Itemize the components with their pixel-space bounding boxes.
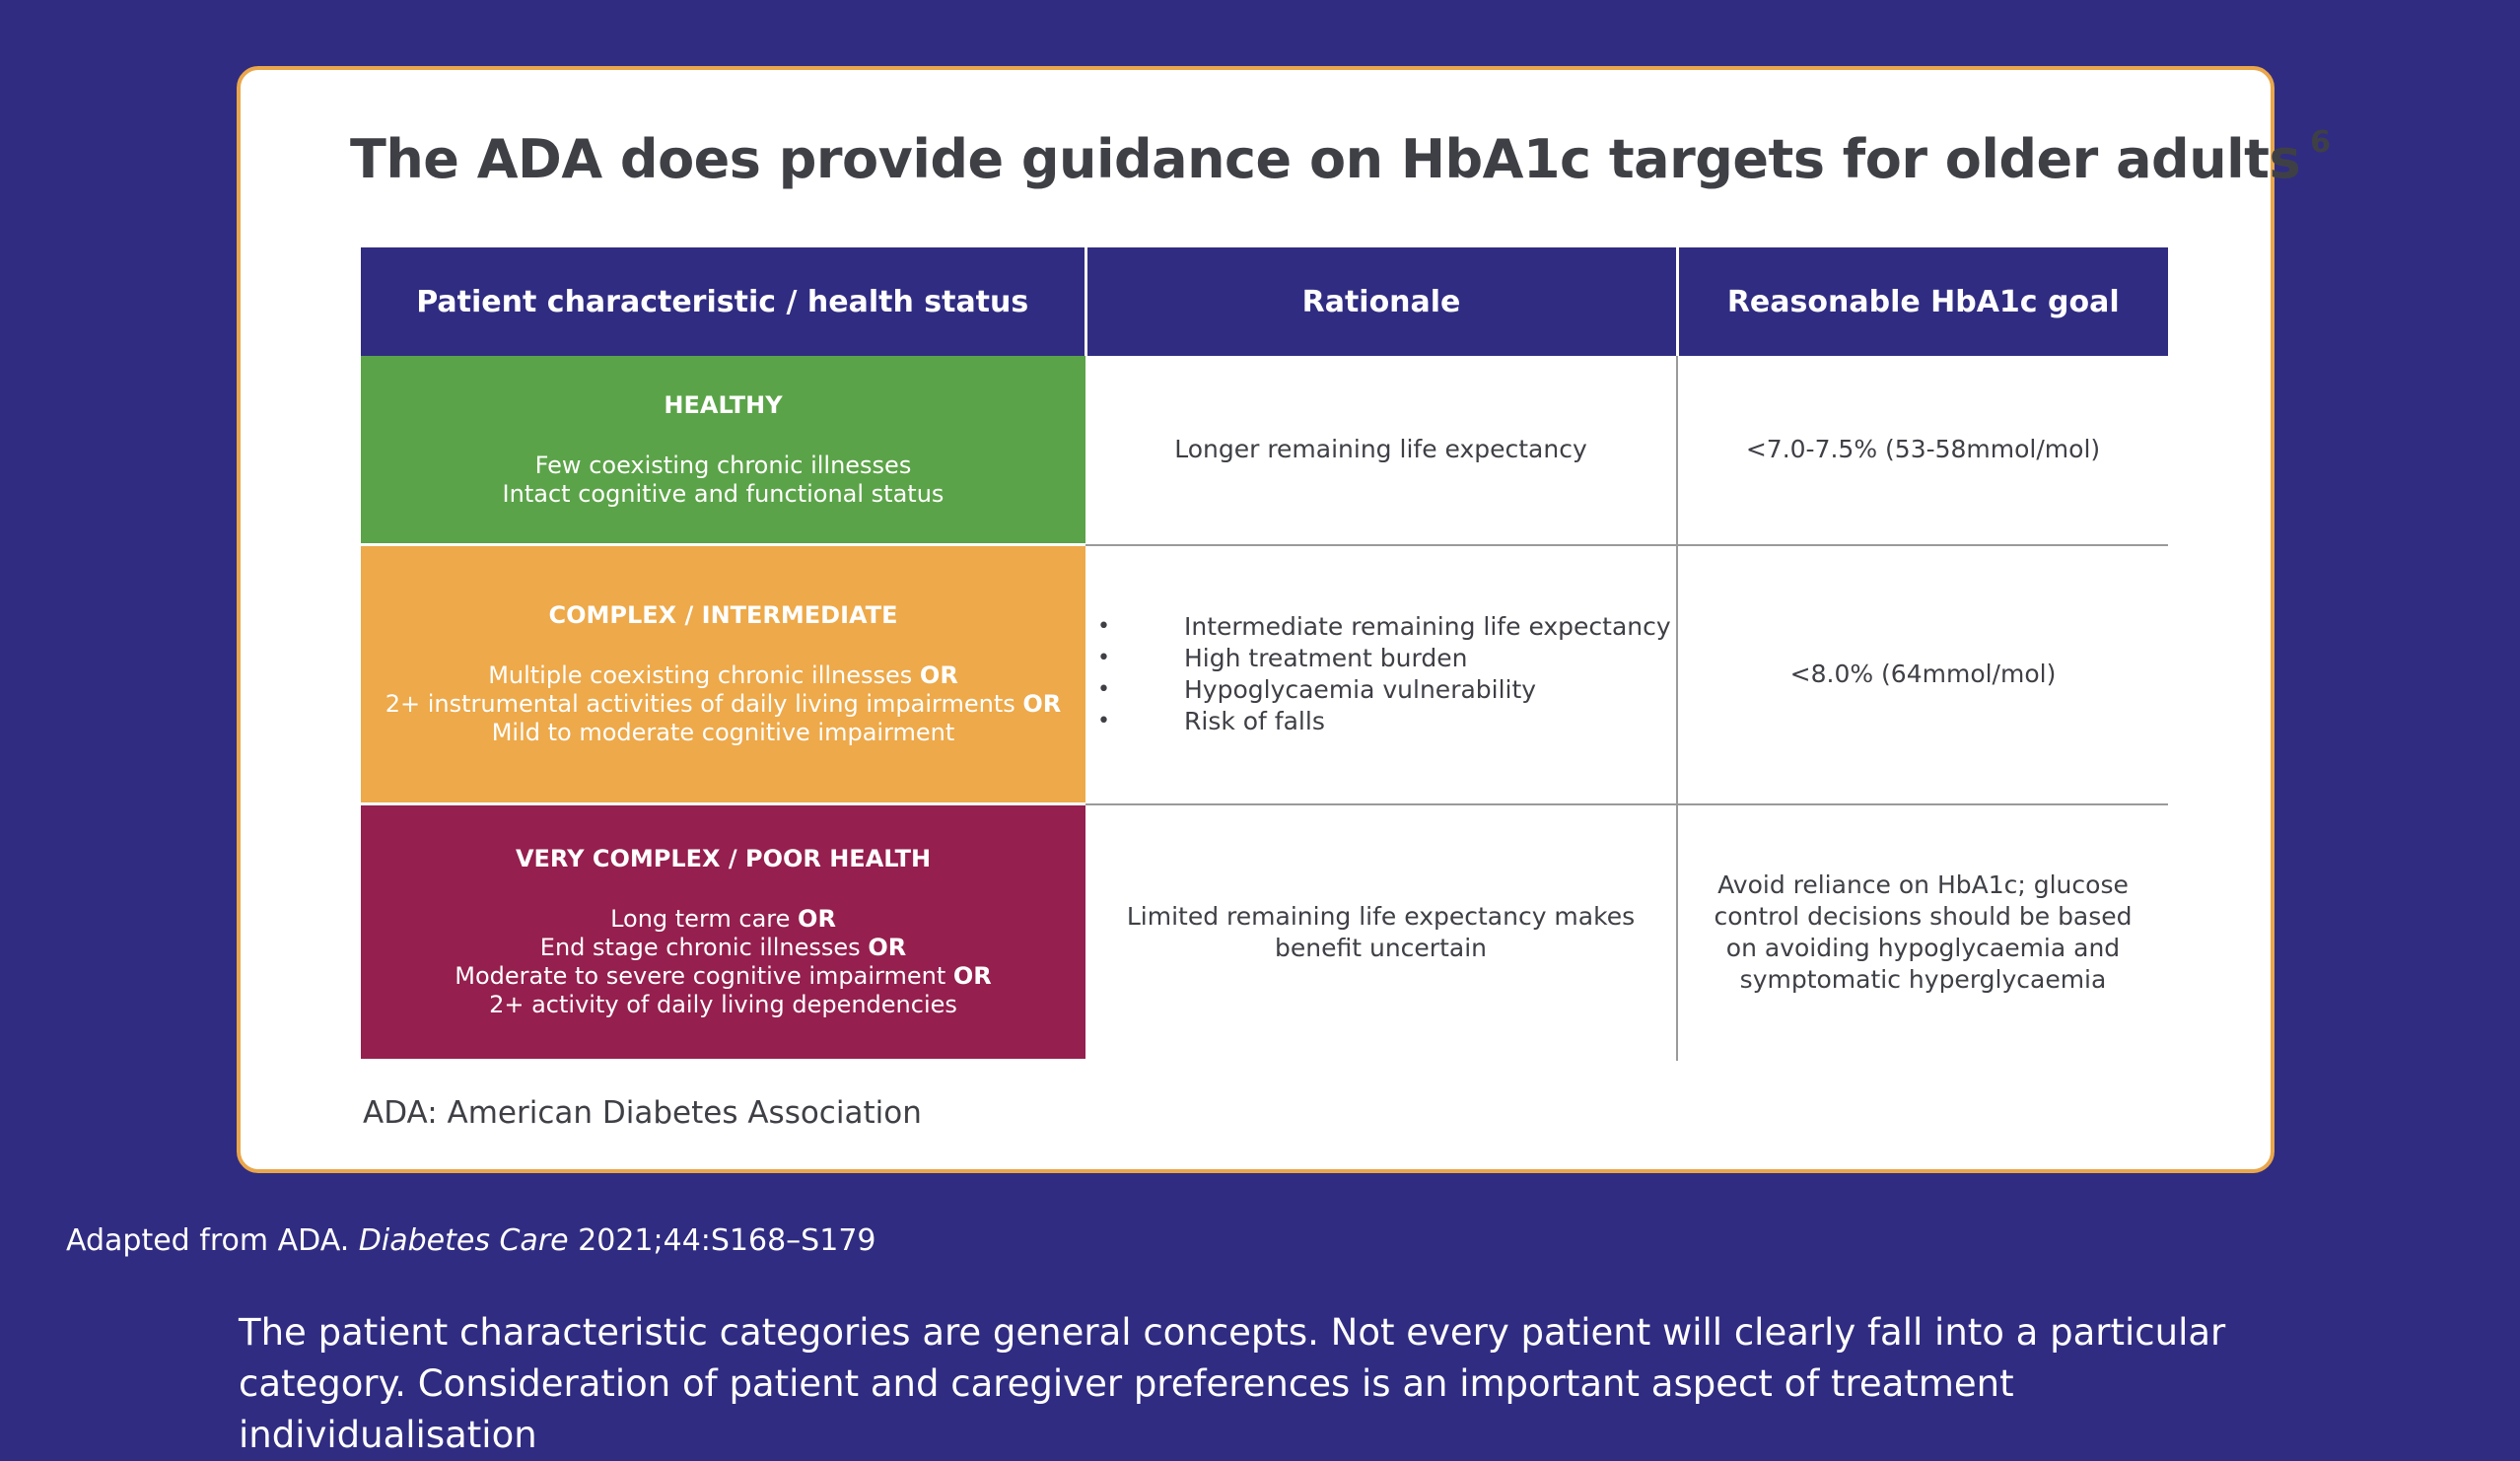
table-row-healthy [361, 356, 2168, 545]
category-healthy [361, 356, 1085, 545]
category-complex [361, 545, 1085, 804]
reference-number: 6 [2310, 125, 2331, 160]
category-line: Multiple coexisting chronic illnesses OR [488, 661, 958, 689]
footnote-text: The patient characteristic categories are general concepts. Not every patient will clearly fall into a particular category. Consideration of patient and caregiver preferences is an important aspect of treatment individualisation [239, 1311, 2226, 1456]
content-card [237, 66, 2331, 1173]
header-patient-characteristic: Patient characteristic / health status [361, 247, 1085, 356]
list-item: • High treatment burden [1097, 644, 1468, 672]
category-line: Mild to moderate cognitive impairment [491, 719, 955, 746]
bullet-icon: • [1097, 709, 1110, 733]
category-title: COMPLEX / INTERMEDIATE [548, 601, 898, 629]
list-item: • Intermediate remaining life expectancy [1097, 612, 1671, 641]
rationale-very-complex: Limited remaining life expectancy makes benefit uncertain [1085, 804, 1677, 1061]
table-row-complex [361, 545, 2168, 804]
table-row-very-complex [361, 804, 2168, 1061]
goal-very-complex: Avoid reliance on HbA1c; glucose control decisions should be based on avoiding hypoglycaemia and symptomatic hyperglycaemia [1714, 870, 2133, 994]
category-line: 2+ instrumental activities of daily living impairments OR [385, 690, 1062, 718]
rationale-healthy: Longer remaining life expectancy [1085, 356, 1677, 545]
category-line: Intact cognitive and functional status [502, 479, 945, 508]
goal-healthy: <7.0-7.5% (53-58mmol/mol) [1677, 356, 2168, 545]
category-line: Moderate to severe cognitive impairment OR [455, 962, 992, 990]
list-item: • Hypoglycaemia vulnerability [1097, 675, 1537, 704]
source-citation: Adapted from ADA. Diabetes Care 2021;44:S168–S179 [66, 1223, 876, 1258]
category-title: HEALTHY [664, 390, 783, 419]
category-line: Few coexisting chronic illnesses [534, 451, 912, 479]
bullet-icon: • [1097, 677, 1110, 702]
bullet-icon: • [1097, 614, 1110, 639]
header-hba1c-goal: Reasonable HbA1c goal [1677, 247, 2168, 356]
goal-complex: <8.0% (64mmol/mol) [1677, 545, 2168, 804]
category-very-complex [361, 804, 1085, 1061]
page-title: The ADA does provide guidance on HbA1c targets for older adults $^6$ [350, 125, 2331, 190]
table-header-row [361, 247, 2168, 356]
category-line: End stage chronic illnesses OR [539, 934, 907, 961]
list-item: • Risk of falls [1097, 707, 1325, 735]
rationale-complex [1085, 545, 1677, 804]
rationale-bullet-list [1085, 611, 1676, 737]
hba1c-guidance-table [361, 247, 2168, 1062]
category-title: VERY COMPLEX / POOR HEALTH [515, 845, 932, 872]
abbreviation-note: ADA: American Diabetes Association [363, 1095, 922, 1131]
bullet-icon: • [1097, 646, 1110, 670]
category-line: Long term care OR [610, 905, 836, 933]
category-line: 2+ activity of daily living dependencies [489, 991, 957, 1018]
header-rationale: Rationale [1085, 247, 1677, 356]
journal-name: Diabetes Care [358, 1223, 569, 1258]
